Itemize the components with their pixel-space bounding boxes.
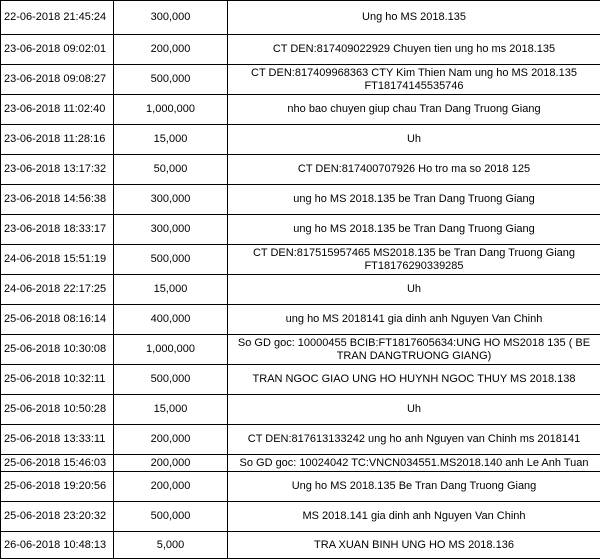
row-amount: 300,000 (114, 1, 228, 35)
row-amount: 200,000 (114, 35, 228, 65)
table-row (1, 532, 600, 559)
table-row (1, 425, 600, 455)
row-amount: 15,000 (114, 125, 228, 155)
table-row (1, 185, 600, 215)
row-datetime: 25-06-2018 15:46:03 (1, 455, 114, 472)
row-description: CT DEN:817409022929 Chuyen tien ung ho ms 2018.135 (228, 35, 600, 65)
row-datetime: 25-06-2018 10:30:08 (1, 335, 114, 365)
row-datetime: 22-06-2018 21:45:24 (1, 1, 114, 35)
table-row (1, 245, 600, 275)
row-datetime: 23-06-2018 11:02:40 (1, 95, 114, 125)
table-row (1, 215, 600, 245)
row-description: ung ho MS 2018.135 be Tran Dang Truong Giang (228, 185, 600, 215)
row-description: nho bao chuyen giup chau Tran Dang Truong Giang (228, 95, 600, 125)
row-description: CT DEN:817613133242 ung ho anh Nguyen van Chinh ms 2018141 (228, 425, 600, 455)
row-amount: 200,000 (114, 472, 228, 502)
row-description: Uh (228, 395, 600, 425)
row-description: ung ho MS 2018141 gia dinh anh Nguyen Van Chinh (228, 305, 600, 335)
row-amount: 500,000 (114, 502, 228, 532)
row-datetime: 25-06-2018 23:20:32 (1, 502, 114, 532)
row-datetime: 23-06-2018 09:02:01 (1, 35, 114, 65)
table-row (1, 395, 600, 425)
table-row (1, 95, 600, 125)
table-row (1, 472, 600, 502)
row-datetime: 23-06-2018 13:17:32 (1, 155, 114, 185)
row-amount: 500,000 (114, 245, 228, 275)
table-row (1, 1, 600, 35)
row-description: CT DEN:817409968363 CTY Kim Thien Nam ung ho MS 2018.135 FT18174145535746 (228, 65, 600, 95)
row-datetime: 24-06-2018 22:17:25 (1, 275, 114, 305)
table-row (1, 502, 600, 532)
table-row (1, 455, 600, 472)
row-datetime: 23-06-2018 18:33:17 (1, 215, 114, 245)
row-description: Ung ho MS 2018.135 (228, 1, 600, 35)
row-amount: 500,000 (114, 65, 228, 95)
table-row (1, 125, 600, 155)
row-amount: 15,000 (114, 395, 228, 425)
row-amount: 200,000 (114, 455, 228, 472)
transaction-table-body (1, 1, 600, 559)
row-description: So GD goc: 10024042 TC:VNCN034551.MS2018.140 anh Le Anh Tuan (228, 455, 600, 472)
row-amount: 15,000 (114, 275, 228, 305)
row-amount: 1,000,000 (114, 95, 228, 125)
table-row (1, 35, 600, 65)
row-amount: 500,000 (114, 365, 228, 395)
row-datetime: 23-06-2018 14:56:38 (1, 185, 114, 215)
row-description: MS 2018.141 gia dinh anh Nguyen Van Chinh (228, 502, 600, 532)
row-description: Uh (228, 125, 600, 155)
row-datetime: 26-06-2018 10:48:13 (1, 532, 114, 559)
table-row (1, 335, 600, 365)
row-datetime: 24-06-2018 15:51:19 (1, 245, 114, 275)
row-datetime: 23-06-2018 09:08:27 (1, 65, 114, 95)
row-amount: 50,000 (114, 155, 228, 185)
row-amount: 1,000,000 (114, 335, 228, 365)
row-description: Ung ho MS 2018.135 Be Tran Dang Truong Giang (228, 472, 600, 502)
row-datetime: 25-06-2018 13:33:11 (1, 425, 114, 455)
row-amount: 300,000 (114, 185, 228, 215)
row-datetime: 25-06-2018 08:16:14 (1, 305, 114, 335)
row-description: TRA XUAN BINH UNG HO MS 2018.136 (228, 532, 600, 559)
row-description: ung ho MS 2018.135 be Tran Dang Truong Giang (228, 215, 600, 245)
row-amount: 300,000 (114, 215, 228, 245)
row-description: CT DEN:817515957465 MS2018.135 be Tran Dang Truong Giang FT18176290339285 (228, 245, 600, 275)
table-row (1, 305, 600, 335)
row-amount: 400,000 (114, 305, 228, 335)
row-datetime: 23-06-2018 11:28:16 (1, 125, 114, 155)
table-row (1, 155, 600, 185)
row-datetime: 25-06-2018 10:50:28 (1, 395, 114, 425)
row-description: So GD goc: 10000455 BCIB:FT1817605634:UNG HO MS2018 135 ( BE TRAN DANGTRUONG GIANG) (228, 335, 600, 365)
row-description: TRAN NGOC GIAO UNG HO HUYNH NGOC THUY MS 2018.138 (228, 365, 600, 395)
row-amount: 5,000 (114, 532, 228, 559)
row-description: Uh (228, 275, 600, 305)
row-description: CT DEN:817400707926 Ho tro ma so 2018 125 (228, 155, 600, 185)
table-row (1, 365, 600, 395)
row-datetime: 25-06-2018 10:32:11 (1, 365, 114, 395)
row-datetime: 25-06-2018 19:20:56 (1, 472, 114, 502)
row-amount: 200,000 (114, 425, 228, 455)
table-row (1, 65, 600, 95)
table-row (1, 275, 600, 305)
